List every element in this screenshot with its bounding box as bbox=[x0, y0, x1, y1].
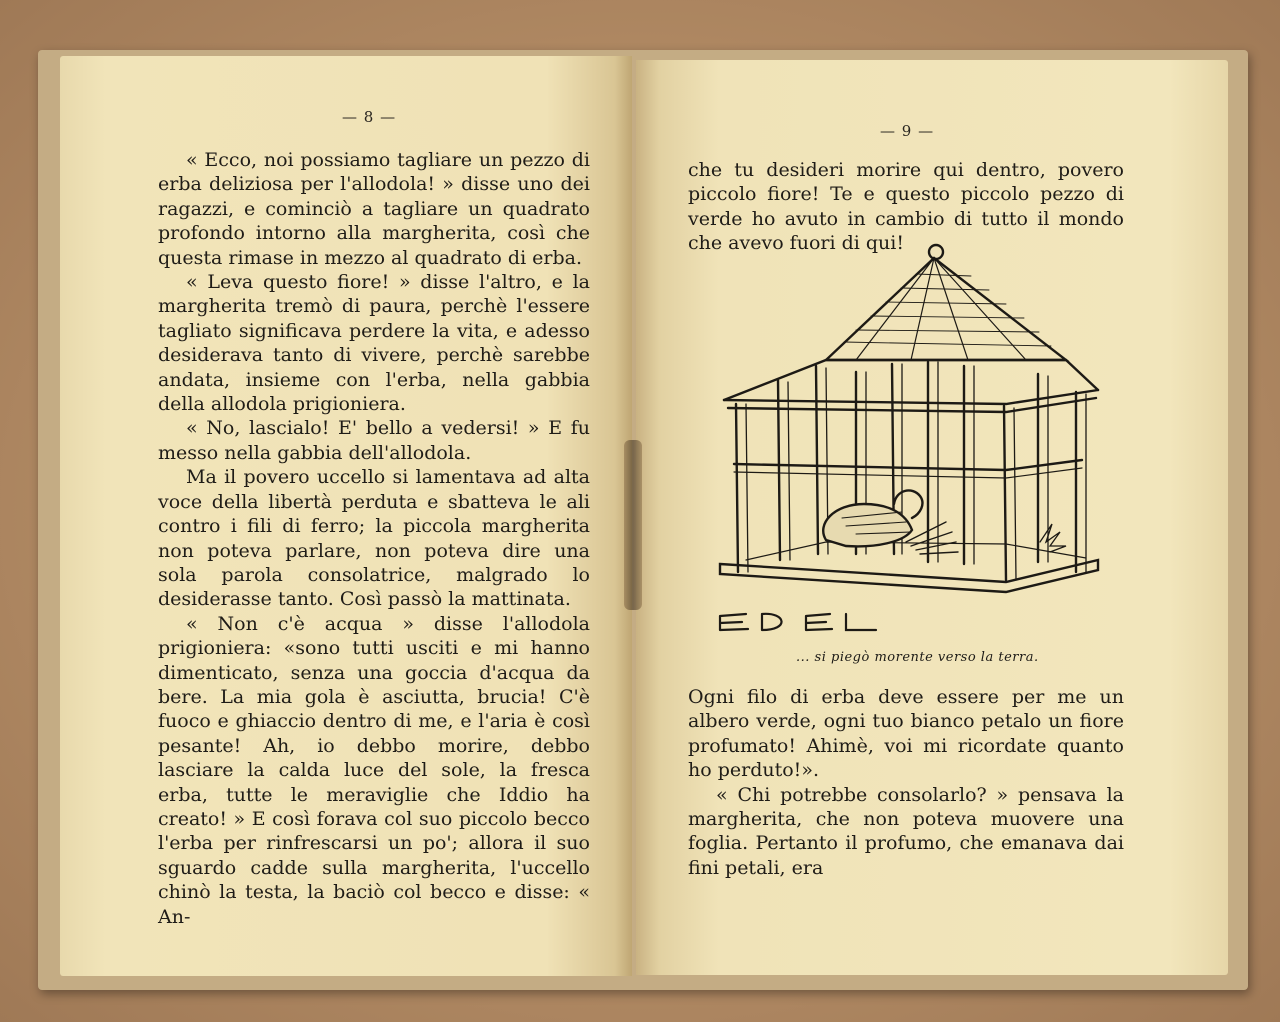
paragraph: « Chi potrebbe consolarlo? » pensava la margherita, che non poteva muovere una foglia. Pertanto il profumo, che emanava dai fini petali, era bbox=[688, 783, 1124, 879]
page-number: — 9 — bbox=[880, 122, 935, 140]
paragraph: Ogni filo di erba deve essere per me un albero verde, ogni tuo bianco petalo un fiore profumato! Ahimè, voi mi ricordate quanto ho perduto!». bbox=[688, 686, 1124, 782]
page-number: — 8 — bbox=[342, 108, 397, 126]
book-spine bbox=[624, 440, 642, 610]
paragraph: « Ecco, noi possiamo tagliare un pezzo di erba deliziosa per l'allodola! » disse uno dei ragazzi, e cominciò a tagliare un quadrato profondo intorno alla margherita, così che questa rimase in mezzo al quadrato di erba. bbox=[158, 149, 590, 269]
left-page-text bbox=[158, 148, 590, 929]
paragraph: « Leva questo fiore! » disse l'altro, e la margherita tremò di paura, perchè l'essere tagliato significava perdere la vita, e adesso desiderava tanto di vivere, perchè sarebbe andata, insieme con l'erba, nella gabbia della allodola prigioniera. bbox=[158, 271, 590, 416]
signature-image bbox=[716, 608, 886, 638]
paragraph: che tu desideri morire qui dentro, povero piccolo fiore! Te e questo piccolo pezzo di verde ho avuto in cambio di tutto il mondo che avevo fuori di qui! bbox=[688, 159, 1124, 255]
paragraph: Ma il povero uccello si lamentava ad alta voce della libertà perduta e sbatteva le ali contro i fili di ferro; la piccola margherita non poteva parlare, non poteva dire una sola parola consolatrice, malgrado lo desiderasse tanto. Così passò la mattinata. bbox=[158, 466, 590, 611]
right-page-text-top bbox=[688, 158, 1124, 256]
birdcage-illustration bbox=[706, 242, 1106, 622]
right-page bbox=[636, 60, 1228, 975]
illustration-caption: ... si piegò morente verso la terra. bbox=[796, 650, 1039, 665]
paragraph: « Non c'è acqua » disse l'allodola prigioniera: «sono tutti usciti e mi hanno dimenticato, senza una goccia d'acqua da bere. La mia gola è asciutta, brucia! C'è fuoco e ghiaccio dentro di me, e l'aria è così pesante! Ah, io debbo morire, debbo lasciare la calda luce del sole, la fresca erba, tutte le meraviglie che Iddio ha creato! » E così forava col suo piccolo becco l'erba per rinfrescarsi un po'; allora il suo sguardo cadde sulla margherita, l'uccello chinò la testa, la baciò col becco e disse: « An- bbox=[158, 612, 590, 928]
left-page bbox=[60, 56, 632, 976]
right-page-text-bottom bbox=[688, 685, 1124, 880]
paragraph: « No, lascialo! E' bello a vedersi! » E fu messo nella gabbia dell'allodola. bbox=[158, 417, 590, 464]
